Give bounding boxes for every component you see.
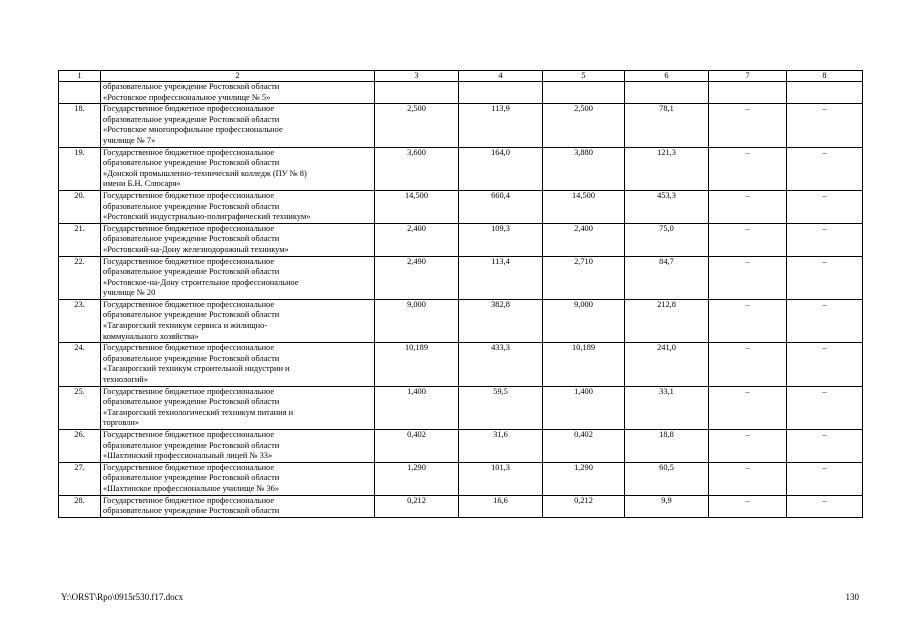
- header-col-1: 1: [59, 71, 101, 82]
- institution-name: Государственное бюджетное профессиональное образовательное учреждение Ростовской области «Ростовский индустриально-полиграфический техникум»: [101, 190, 375, 223]
- institution-name: Государственное бюджетное профессиональное образовательное учреждение Ростовской области «Донской промышленно-технический колледж (ПУ № 8) имени Б.Н. Слюсаря»: [101, 147, 375, 190]
- col-5-value: 0,212: [543, 495, 625, 517]
- table-row: [59, 430, 863, 463]
- col-4-value: 382,8: [459, 299, 543, 342]
- header-col-2: 2: [101, 71, 375, 82]
- col-7-value: –: [709, 430, 787, 463]
- row-number: 28.: [59, 495, 101, 517]
- table-row: [59, 147, 863, 190]
- table-row: [59, 462, 863, 495]
- col-3-value: 9,000: [375, 299, 459, 342]
- header-col-8: 8: [787, 71, 863, 82]
- col-8-value: –: [787, 256, 863, 299]
- col-3-value: 2,490: [375, 256, 459, 299]
- col-7-value: [709, 82, 787, 104]
- col-5-value: 2,500: [543, 104, 625, 147]
- institution-name: Государственное бюджетное профессиональное образовательное учреждение Ростовской области «Ростовское-на-Дону строительное профессиональное училище № 20: [101, 256, 375, 299]
- institution-name: Государственное бюджетное профессиональное образовательное учреждение Ростовской области «Таганрогский технологический техникум питания и торговли»: [101, 386, 375, 429]
- institution-name: Государственное бюджетное профессиональное образовательное учреждение Ростовской области «Ростовский-на-Дону железнодорожный техникум»: [101, 223, 375, 256]
- col-8-value: –: [787, 190, 863, 223]
- col-8-value: –: [787, 223, 863, 256]
- col-6-value: 84,7: [625, 256, 709, 299]
- table-row: [59, 495, 863, 517]
- col-7-value: –: [709, 462, 787, 495]
- col-3-value: 0,212: [375, 495, 459, 517]
- col-8-value: –: [787, 299, 863, 342]
- col-5-value: [543, 82, 625, 104]
- col-6-value: 9,9: [625, 495, 709, 517]
- header-row: [59, 71, 863, 82]
- col-7-value: –: [709, 299, 787, 342]
- col-5-value: 1,400: [543, 386, 625, 429]
- col-6-value: 75,0: [625, 223, 709, 256]
- col-8-value: –: [787, 104, 863, 147]
- row-number: 25.: [59, 386, 101, 429]
- table-row: [59, 343, 863, 386]
- footer-page-number: 130: [845, 592, 859, 602]
- col-4-value: 113,4: [459, 256, 543, 299]
- col-7-value: –: [709, 104, 787, 147]
- col-4-value: 59,5: [459, 386, 543, 429]
- col-3-value: 0,402: [375, 430, 459, 463]
- col-7-value: –: [709, 386, 787, 429]
- table-row: [59, 104, 863, 147]
- col-4-value: [459, 82, 543, 104]
- col-8-value: –: [787, 147, 863, 190]
- row-number: 18.: [59, 104, 101, 147]
- col-6-value: 453,3: [625, 190, 709, 223]
- col-4-value: 16,6: [459, 495, 543, 517]
- col-3-value: 2,400: [375, 223, 459, 256]
- header-col-6: 6: [625, 71, 709, 82]
- institution-name: Государственное бюджетное профессиональное образовательное учреждение Ростовской области: [101, 495, 375, 517]
- col-4-value: 660,4: [459, 190, 543, 223]
- col-6-value: 78,1: [625, 104, 709, 147]
- col-8-value: –: [787, 495, 863, 517]
- table-row: [59, 190, 863, 223]
- row-number: 27.: [59, 462, 101, 495]
- col-6-value: 241,0: [625, 343, 709, 386]
- col-5-value: 10,189: [543, 343, 625, 386]
- col-5-value: 2,710: [543, 256, 625, 299]
- col-3-value: [375, 82, 459, 104]
- row-number: 23.: [59, 299, 101, 342]
- col-7-value: –: [709, 190, 787, 223]
- col-3-value: 10,189: [375, 343, 459, 386]
- header-col-3: 3: [375, 71, 459, 82]
- col-6-value: 60,5: [625, 462, 709, 495]
- data-table: [58, 70, 863, 518]
- footer-file-path: Y:\ORST\Rpo\0915r530.f17.docx: [61, 592, 184, 602]
- col-6-value: 212,8: [625, 299, 709, 342]
- col-3-value: 2,500: [375, 104, 459, 147]
- col-5-value: 3,880: [543, 147, 625, 190]
- institution-name: образовательное учреждение Ростовской области «Ростовское профессиональное училище № 5»: [101, 82, 375, 104]
- row-number: 26.: [59, 430, 101, 463]
- row-number: 21.: [59, 223, 101, 256]
- col-7-value: –: [709, 256, 787, 299]
- row-number: 20.: [59, 190, 101, 223]
- col-8-value: –: [787, 462, 863, 495]
- col-6-value: 121,3: [625, 147, 709, 190]
- col-4-value: 113,9: [459, 104, 543, 147]
- table-row: [59, 386, 863, 429]
- col-4-value: 101,3: [459, 462, 543, 495]
- col-8-value: –: [787, 343, 863, 386]
- col-8-value: –: [787, 386, 863, 429]
- col-7-value: –: [709, 343, 787, 386]
- col-4-value: 31,6: [459, 430, 543, 463]
- col-5-value: 0,402: [543, 430, 625, 463]
- table-row: [59, 299, 863, 342]
- col-6-value: 18,8: [625, 430, 709, 463]
- col-5-value: 1,290: [543, 462, 625, 495]
- col-5-value: 2,400: [543, 223, 625, 256]
- col-3-value: 1,400: [375, 386, 459, 429]
- row-number: 22.: [59, 256, 101, 299]
- header-col-5: 5: [543, 71, 625, 82]
- table-row: [59, 223, 863, 256]
- row-number: [59, 82, 101, 104]
- col-7-value: –: [709, 147, 787, 190]
- institution-name: Государственное бюджетное профессиональное образовательное учреждение Ростовской области «Таганрогский техникум строительной индустрии и технологий»: [101, 343, 375, 386]
- col-3-value: 14,500: [375, 190, 459, 223]
- table-row: [59, 256, 863, 299]
- col-5-value: 9,000: [543, 299, 625, 342]
- col-5-value: 14,500: [543, 190, 625, 223]
- institution-name: Государственное бюджетное профессиональное образовательное учреждение Ростовской области «Шахтинский профессиональный лицей № 33»: [101, 430, 375, 463]
- table-row: [59, 82, 863, 104]
- col-6-value: [625, 82, 709, 104]
- row-number: 24.: [59, 343, 101, 386]
- col-4-value: 109,3: [459, 223, 543, 256]
- row-number: 19.: [59, 147, 101, 190]
- col-4-value: 164,0: [459, 147, 543, 190]
- col-3-value: 1,290: [375, 462, 459, 495]
- institution-name: Государственное бюджетное профессиональное образовательное учреждение Ростовской области «Ростовское многопрофильное профессиональное училище № 7»: [101, 104, 375, 147]
- header-col-7: 7: [709, 71, 787, 82]
- institution-name: Государственное бюджетное профессиональное образовательное учреждение Ростовской области «Таганрогский техникум сервиса и жилищно- коммунального хозяйства»: [101, 299, 375, 342]
- institution-name: Государственное бюджетное профессиональное образовательное учреждение Ростовской области «Шахтинское профессиональное училище № 36»: [101, 462, 375, 495]
- header-col-4: 4: [459, 71, 543, 82]
- col-7-value: –: [709, 223, 787, 256]
- col-8-value: [787, 82, 863, 104]
- col-7-value: –: [709, 495, 787, 517]
- col-6-value: 33,1: [625, 386, 709, 429]
- col-3-value: 3,600: [375, 147, 459, 190]
- col-8-value: –: [787, 430, 863, 463]
- col-4-value: 433,3: [459, 343, 543, 386]
